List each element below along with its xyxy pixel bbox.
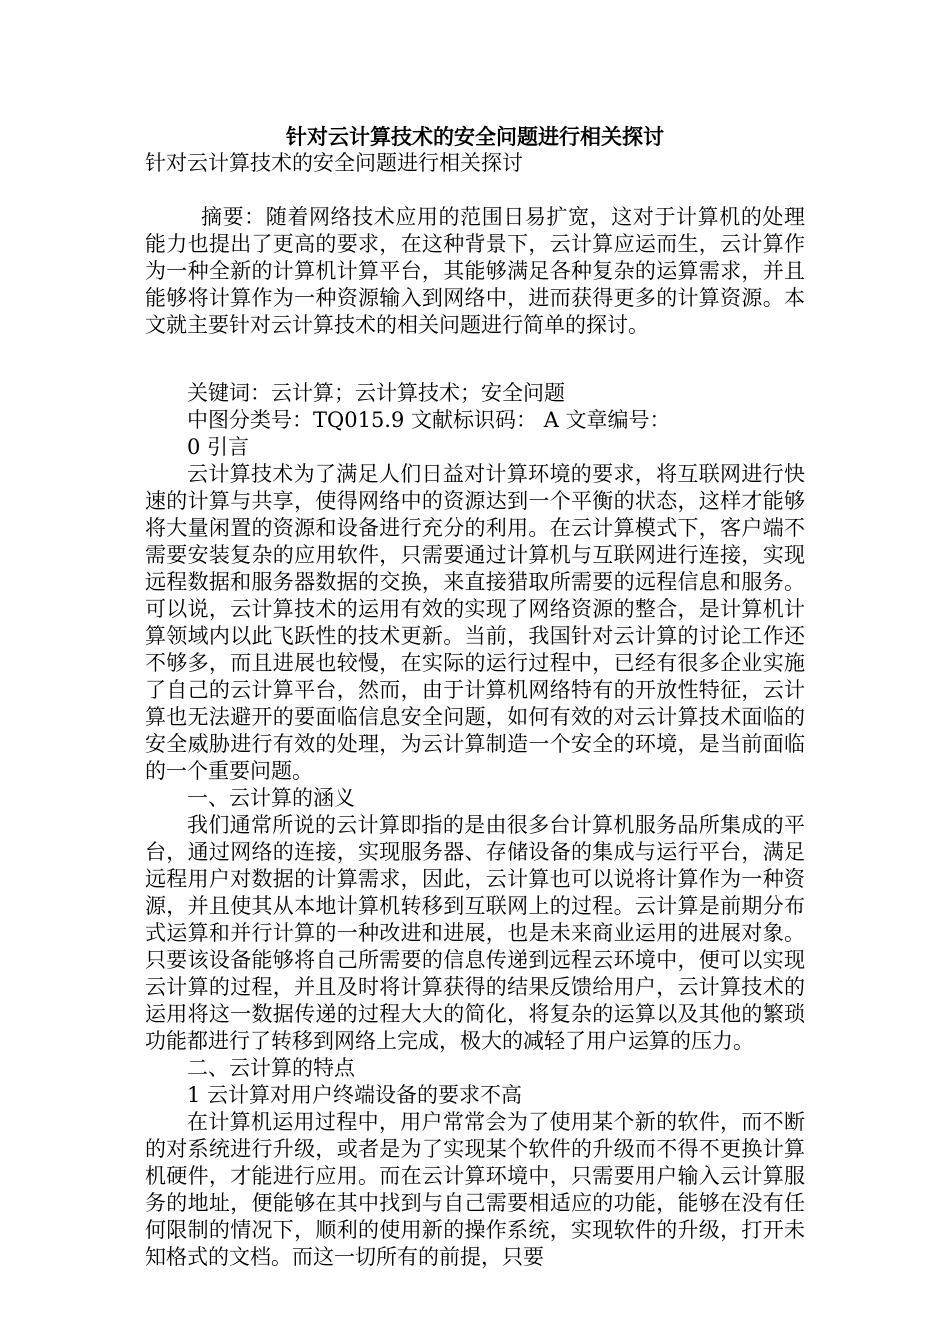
section-heading-features: 二、云计算的特点: [187, 1056, 355, 1080]
document-subtitle: 针对云计算技术的安全问题进行相关探讨: [145, 151, 523, 175]
spacer: [145, 339, 805, 366]
intro-paragraph: 云计算技术为了满足人们日益对计算环境的要求，将互联网进行快速的计算与共享，使得网络中的资源达到一个平衡的状态，这样才能够将大量闲置的资源和设备进行充分的利用。在云计算模式下，客户端不需要安装复杂的应用软件，只需要通过计算机与互联网进行连接，实现远程数据和服务器数据的交换，来直接猎取所需要的远程信息和服务。可以说，云计算技术的运用有效的实现了网络资源的整合，是计算机计算领域内以此飞跃性的技术更新。当前，我国针对云计算的讨论工作还不够多，而且进展也较慢，在实际的运行过程中，已经有很多企业实施了自己的云计算平台，然而，由于计算机网络特有的开放性特征，云计算也无法避开的要面临信息安全问题，如何有效的对云计算技术面临的安全威胁进行有效的处理，为云计算制造一个安全的环境，是当前面临的一个重要问题。: [145, 462, 805, 783]
terminal-paragraph: 在计算机运用过程中，用户常常会为了使用某个新的软件，而不断的对系统进行升级，或者是为了实现某个软件的升级而不得不更换计算机硬件，才能进行应用。而在云计算环境中，只需要用户输入云计算服务的地址，便能够在其中找到与自己需要相适应的功能，能够在没有任何限制的情况下，顺利的使用新的操作系统，实现软件的升级，打开未知格式的文档。而这一切所有的前提，只要: [145, 1110, 805, 1269]
abstract-paragraph: 摘要：随着网络技术应用的范围日易扩宽，这对于计算机的处理能力也提出了更高的要求，在这种背景下，云计算应运而生，云计算作为一种全新的计算机计算平台，其能够满足各种复杂的运算需求，并且能够将计算作为一种资源输入到网络中，进而获得更多的计算资源。本文就主要针对云计算技术的相关问题进行简单的探讨。: [145, 205, 805, 337]
document-title: 针对云计算技术的安全问题进行相关探讨: [286, 124, 664, 149]
subsection-heading-terminal: 1 云计算对用户终端设备的要求不高: [187, 1083, 523, 1107]
definition-paragraph: 我们通常所说的云计算即指的是由很多台计算机服务品所集成的平台，通过网络的连接，实现服务器、存储设备的集成与运行平台，满足远程用户对数据的计算需求，因此，云计算也可以说将计算作为一种资源，并且使其从本地计算机转移到互联网上的过程。云计算是前期分布式运算和并行计算的一种改进和进展，也是未来商业运用的进展对象。只要该设备能够将自己所需要的信息传递到远程云环境中，便可以实现云计算的过程，并且及时将计算获得的结果反馈给用户，云计算技术的运用将这一数据传递的过程大大的简化，将复杂的运算以及其他的繁琐功能都进行了转移到网络上完成，极大的减轻了用户运算的压力。: [145, 813, 805, 1053]
keywords-line: 关键词：云计算；云计算技术；安全问题: [187, 381, 565, 405]
spacer: [145, 177, 805, 204]
section-heading-intro: 0 引言: [187, 435, 250, 459]
spacer: [145, 366, 805, 380]
section-heading-definition: 一、云计算的涵义: [187, 786, 355, 810]
classification-line: 中图分类号：TQ015.9 文献标识码： A 文章编号：: [187, 408, 671, 432]
document-body: [145, 123, 805, 1271]
